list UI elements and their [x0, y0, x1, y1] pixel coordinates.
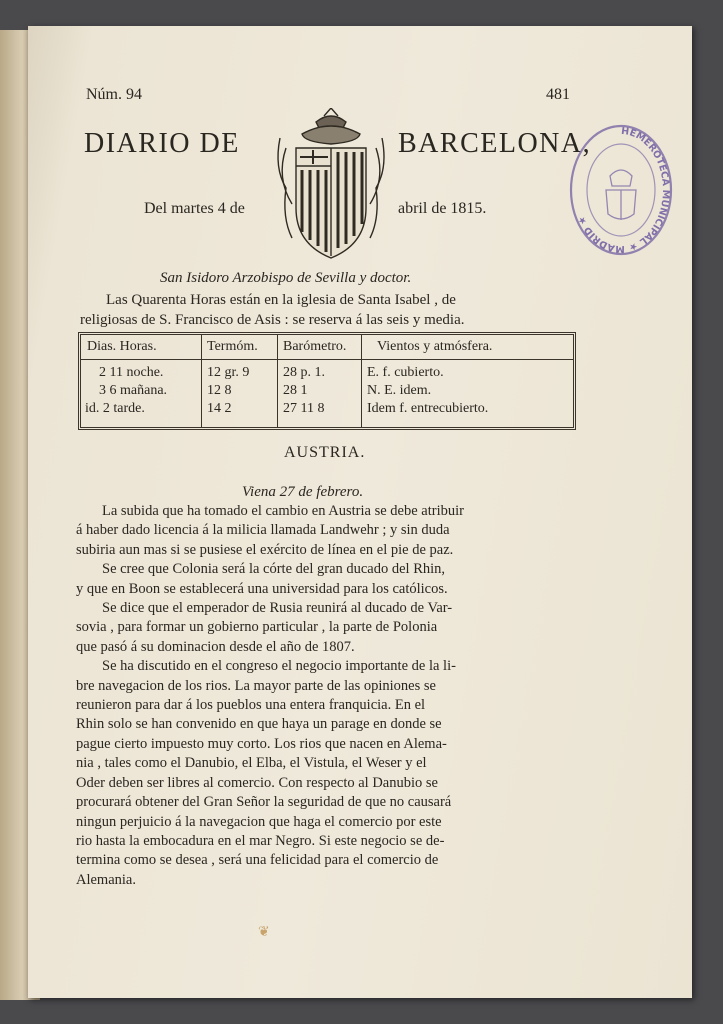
barcelona-coat-of-arms-icon — [272, 108, 390, 264]
date-left: Del martes 4 de — [144, 200, 245, 217]
table-cell: E. f. cubierto. — [367, 365, 444, 380]
article-line: Se cree que Colonia será la córte del gran ducado del Rhin, — [102, 561, 446, 578]
notice-line: Las Quarenta Horas están en la iglesia de Santa Isabel , de — [106, 292, 456, 308]
article-line: reunieron para dar á los pueblos una entera franquicia. En el — [76, 697, 426, 714]
article-line: que pasó á su dominacion desde el año de 1807. — [76, 638, 355, 655]
article-line: Se ha discutido en el congreso el negocio importante de la li- — [102, 658, 456, 675]
weather-table — [78, 332, 576, 430]
article-dateline: Viena 27 de febrero. — [242, 484, 364, 500]
saint-of-the-day: San Isidoro Arzobispo de Sevilla y doctor. — [160, 270, 412, 286]
table-cell: Idem f. entrecubierto. — [367, 401, 489, 416]
paper-blemish: ❦ — [258, 925, 270, 940]
table-divider — [277, 335, 278, 427]
table-header-dias: Dias. Horas. — [87, 339, 157, 354]
article-line: y que en Boon se establecerá una universidad para los católicos. — [76, 580, 448, 597]
article-line: rio hasta la embocadura en el mar Negro. Si este negocio se de- — [76, 832, 445, 849]
table-cell: 2 11 noche. — [99, 365, 164, 380]
table-cell: 12 gr. 9 — [207, 365, 250, 380]
article-line: nia , tales como el Danubio, el Elba, el Vistula, el Weser y el — [76, 755, 427, 772]
masthead-title-left: DIARIO DE — [84, 128, 240, 159]
notice-line: religiosas de S. Francisco de Asis : se reserva á las seis y media. — [80, 312, 465, 328]
article-line: Rhin solo se han convenido en que haya un parage en donde se — [76, 716, 442, 733]
table-header-termometro: Termóm. — [207, 339, 258, 354]
article-line: Se dice que el emperador de Rusia reunirá al ducado de Var- — [102, 600, 453, 617]
article-line: bre navegacion de los rios. La mayor parte de las opiniones se — [76, 677, 436, 694]
table-cell: 27 11 8 — [283, 401, 325, 416]
issue-number: Núm. 94 — [86, 86, 142, 103]
table-cell: N. E. idem. — [367, 383, 432, 398]
article-line: á haber dado licencia á la milicia llamada Landwehr ; y sin duda — [76, 522, 450, 539]
masthead-title-right: BARCELONA, — [398, 128, 592, 159]
table-cell: 28 p. 1. — [283, 365, 325, 380]
table-cell: id. 2 tarde. — [85, 401, 145, 416]
table-divider — [201, 335, 202, 427]
page-number: 481 — [546, 86, 570, 103]
article-line: procurará obtener del Gran Señor la seguridad de que no causará — [76, 794, 452, 811]
article-line: subiria aun mas si se pusiese el exército de línea en el pie de paz. — [76, 541, 454, 558]
article-line: La subida que ha tomado el cambio en Austria se debe atribuir — [102, 503, 464, 519]
table-header-barometro: Barómetro. — [283, 339, 347, 354]
article-line: termina como se desea , será una felicidad para el comercio de — [76, 852, 439, 869]
article-line: Oder deben ser libres al comercio. Con respecto al Danubio se — [76, 774, 438, 791]
library-stamp — [566, 122, 676, 262]
article-line: sovia , para formar un gobierno particular , la parte de Polonia — [76, 619, 438, 636]
section-title: AUSTRIA. — [284, 444, 366, 461]
table-divider — [361, 335, 362, 427]
article-line: pague cierto impuesto muy corto. Los rios que nacen en Alema- — [76, 735, 447, 752]
stamp-text: HEMEROTECA MUNICIPAL ★ MADRID ★ — [576, 125, 672, 255]
table-header-vientos: Vientos y atmósfera. — [377, 339, 493, 354]
table-header-divider — [81, 359, 573, 360]
table-cell: 28 1 — [283, 383, 308, 398]
table-cell: 3 6 mañana. — [99, 383, 168, 398]
table-cell: 12 8 — [207, 383, 232, 398]
date-right: abril de 1815. — [398, 200, 487, 217]
article-line: Alemania. — [76, 871, 136, 888]
table-cell: 14 2 — [207, 401, 232, 416]
article-body — [76, 502, 566, 890]
article-line: ningun perjuicio á la navegacion que haga el comercio por este — [76, 813, 442, 830]
